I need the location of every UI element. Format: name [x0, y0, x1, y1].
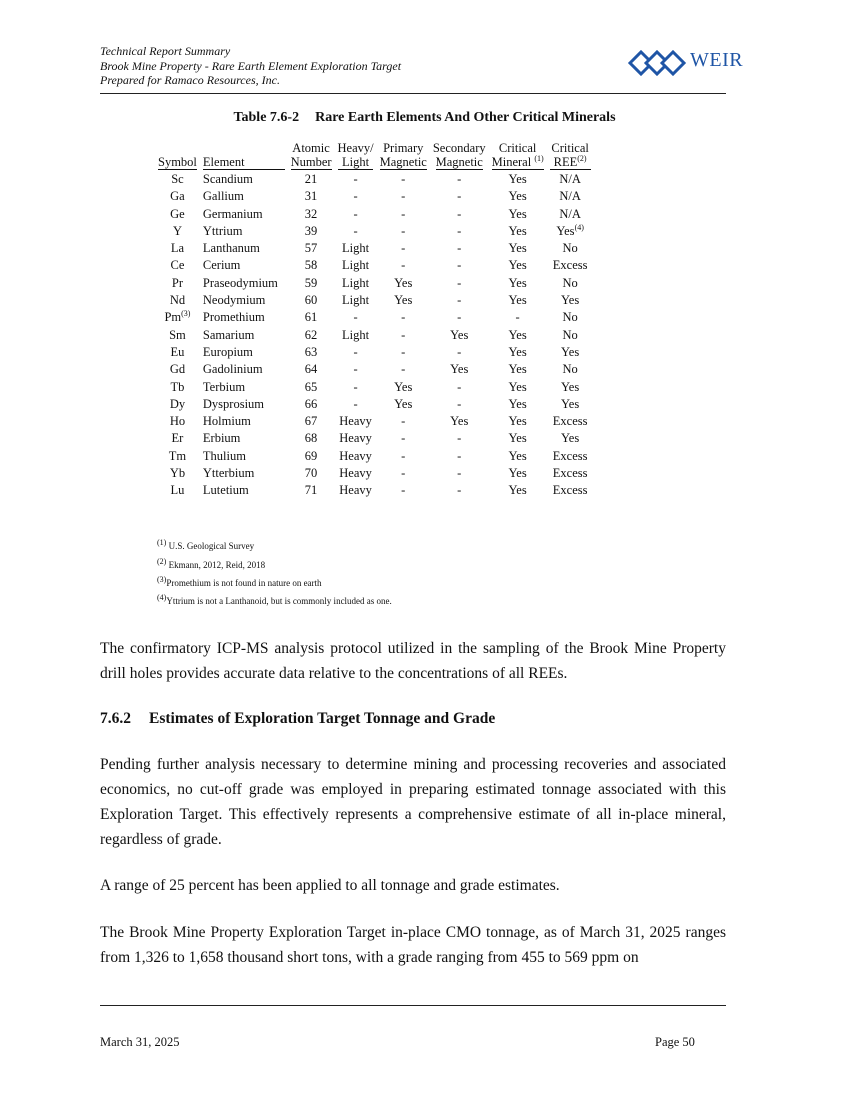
- cell-element: Lutetium: [202, 483, 249, 498]
- table-row: [155, 413, 594, 430]
- cell-atomic-number: 65: [304, 379, 318, 394]
- cell-heavy-light: Light: [342, 293, 370, 308]
- cell-primary-magnetic: -: [401, 414, 406, 429]
- cell-heavy-light: -: [353, 189, 358, 204]
- cell-atomic-number: 69: [304, 448, 318, 463]
- cell-critical-mineral: Yes: [508, 448, 527, 463]
- table-row: [155, 448, 594, 465]
- cell-secondary-magnetic: Yes: [450, 327, 469, 342]
- cell-atomic-number: 67: [304, 414, 318, 429]
- cell-critical-ree: Excess: [552, 466, 588, 481]
- table-row: [155, 430, 594, 447]
- cell-atomic-number: 61: [304, 310, 318, 325]
- cell-element: Promethium: [202, 310, 265, 325]
- cell-critical-mineral: Yes: [508, 396, 527, 411]
- cell-element: Yttrium: [202, 223, 243, 238]
- cell-primary-magnetic: -: [401, 172, 406, 186]
- cell-critical-ree: N/A: [559, 172, 581, 186]
- logo-text: WEIR: [690, 49, 744, 71]
- paragraph-icp-ms: The confirmatory ICP-MS analysis protocol utilized in the sampling of the Brook Mine Property drill holes provides accurate data relative to the concentrations of all REEs.: [100, 640, 726, 682]
- paragraph-tonnage: The Brook Mine Property Exploration Target in-place CMO tonnage, as of March 31, 2025 ranges from 1,326 to 1,658 thousand short tons, with a grade ranging from 455 to 569 ppm on: [100, 924, 726, 966]
- page-number: Page 50: [655, 1035, 695, 1049]
- cell-symbol: Tm: [168, 448, 187, 463]
- cell-critical-ree: Yes: [561, 293, 580, 308]
- cell-primary-magnetic: -: [401, 344, 406, 359]
- ree-table: [155, 141, 594, 500]
- cell-primary-magnetic: -: [401, 241, 406, 256]
- col-heavy-light: Heavy/ Light: [337, 141, 374, 169]
- cell-secondary-magnetic: -: [457, 275, 462, 290]
- cell-element: Europium: [202, 344, 253, 359]
- paragraph-cutoff: Pending further analysis necessary to determine mining and processing recoveries and associated economics, no cut-off grade was employed in preparing estimated tonnage associated with this Exploration Target. This effectively represents a comprehensive estimate of all in-place mineral, regardless of grade.: [100, 756, 726, 848]
- cell-symbol: Sc: [171, 172, 184, 186]
- cell-critical-mineral: Yes: [508, 431, 527, 446]
- cell-primary-magnetic: -: [401, 448, 406, 463]
- table-row: [155, 482, 594, 499]
- cell-critical-mineral: Yes: [508, 223, 527, 238]
- header-client: Prepared for Ramaco Resources, Inc.: [100, 73, 280, 87]
- cell-symbol: La: [170, 241, 185, 256]
- col-critical-mineral: Critical Mineral $^{(1)}$: [491, 141, 544, 169]
- cell-heavy-light: Heavy: [339, 483, 372, 498]
- cell-element: Lanthanum: [202, 241, 260, 256]
- cell-symbol: Ho: [169, 414, 186, 429]
- cell-symbol: Gd: [169, 362, 186, 377]
- cell-heavy-light: Heavy: [339, 414, 372, 429]
- cell-element: Dysprosium: [202, 396, 265, 411]
- cell-secondary-magnetic: Yes: [450, 362, 469, 377]
- col-primary-magnetic: Primary Magnetic: [379, 141, 427, 169]
- cell-primary-magnetic: -: [401, 327, 406, 342]
- cell-secondary-magnetic: -: [457, 241, 462, 256]
- cell-critical-mineral: Yes: [508, 258, 527, 273]
- cell-critical-ree: N/A: [559, 189, 581, 204]
- cell-critical-mineral: Yes: [508, 344, 527, 359]
- cell-atomic-number: 63: [304, 344, 318, 359]
- cell-element: Holmium: [202, 414, 251, 429]
- cell-atomic-number: 31: [304, 189, 318, 204]
- cell-critical-mineral: Yes: [508, 172, 527, 186]
- cell-atomic-number: 59: [304, 275, 318, 290]
- table-row: [155, 361, 594, 378]
- cell-element: Thulium: [202, 448, 246, 463]
- cell-secondary-magnetic: -: [457, 483, 462, 498]
- cell-heavy-light: Heavy: [339, 448, 372, 463]
- table-row: [155, 465, 594, 482]
- cell-symbol: Yb: [169, 466, 186, 481]
- weir-logo: [628, 48, 758, 78]
- cell-secondary-magnetic: -: [457, 189, 462, 204]
- cell-atomic-number: 62: [304, 327, 318, 342]
- footnote-3: $^{(3)}$Promethium is not found in nature on earth: [157, 575, 322, 588]
- cell-element: Cerium: [202, 258, 241, 273]
- table-row: [155, 396, 594, 413]
- cell-secondary-magnetic: -: [457, 466, 462, 481]
- cell-secondary-magnetic: -: [457, 379, 462, 394]
- cell-heavy-light: Heavy: [339, 431, 372, 446]
- table-row: [155, 223, 594, 240]
- table-title: Rare Earth Elements And Other Critical Minerals: [315, 110, 616, 125]
- table-row: [155, 240, 594, 257]
- cell-critical-mineral: Yes: [508, 206, 527, 221]
- cell-symbol: Y: [172, 223, 182, 238]
- cell-critical-mineral: Yes: [508, 379, 527, 394]
- cell-critical-ree: Excess: [552, 414, 588, 429]
- cell-critical-ree: Yes: [561, 431, 580, 446]
- table-row: [155, 257, 594, 274]
- cell-heavy-light: Light: [342, 241, 370, 256]
- cell-critical-ree: No: [562, 310, 578, 325]
- cell-critical-ree: No: [562, 327, 578, 342]
- table-row: [155, 309, 594, 326]
- col-element: Element: [200, 141, 288, 171]
- footer-date: March 31, 2025: [100, 1035, 180, 1049]
- cell-heavy-light: Heavy: [339, 466, 372, 481]
- cell-element: Germanium: [202, 206, 263, 221]
- cell-secondary-magnetic: -: [457, 293, 462, 308]
- table-row: [155, 327, 594, 344]
- cell-secondary-magnetic: -: [457, 344, 462, 359]
- table-row: [155, 206, 594, 223]
- cell-critical-mineral: Yes: [508, 483, 527, 498]
- cell-primary-magnetic: -: [401, 362, 406, 377]
- cell-atomic-number: 39: [304, 223, 318, 238]
- cell-secondary-magnetic: -: [457, 396, 462, 411]
- cell-element: Neodymium: [202, 293, 266, 308]
- footer-divider: [100, 1005, 726, 1006]
- cell-element: Praseodymium: [202, 275, 278, 290]
- cell-atomic-number: 57: [304, 241, 318, 256]
- cell-atomic-number: 64: [304, 362, 318, 377]
- cell-heavy-light: -: [353, 310, 358, 325]
- cell-critical-ree: No: [562, 241, 578, 256]
- cell-atomic-number: 58: [304, 258, 318, 273]
- cell-atomic-number: 68: [304, 431, 318, 446]
- cell-heavy-light: -: [353, 362, 358, 377]
- table-row: [155, 292, 594, 309]
- cell-secondary-magnetic: -: [457, 448, 462, 463]
- cell-symbol: Pr: [171, 275, 184, 290]
- cell-primary-magnetic: Yes: [394, 379, 413, 394]
- col-secondary-magnetic: Secondary Magnetic: [432, 141, 486, 169]
- cell-element: Scandium: [202, 172, 253, 186]
- section-heading: [100, 710, 495, 728]
- cell-atomic-number: 32: [304, 206, 318, 221]
- cell-primary-magnetic: -: [401, 223, 406, 238]
- cell-secondary-magnetic: -: [457, 258, 462, 273]
- cell-symbol: Eu: [170, 344, 185, 359]
- table-row: [155, 344, 594, 361]
- cell-heavy-light: -: [353, 344, 358, 359]
- cell-critical-mineral: Yes: [508, 241, 527, 256]
- cell-critical-ree: Excess: [552, 258, 588, 273]
- section-title: Estimates of Exploration Target Tonnage and Grade: [149, 710, 496, 727]
- cell-critical-mineral: Yes: [508, 275, 527, 290]
- cell-symbol: Dy: [169, 396, 186, 411]
- cell-secondary-magnetic: -: [457, 206, 462, 221]
- cell-critical-mineral: -: [515, 310, 520, 325]
- table-row: [155, 379, 594, 396]
- cell-symbol: Sm: [169, 327, 186, 342]
- cell-heavy-light: -: [353, 206, 358, 221]
- cell-primary-magnetic: Yes: [394, 293, 413, 308]
- cell-critical-mineral: Yes: [508, 293, 527, 308]
- cell-secondary-magnetic: -: [457, 172, 462, 186]
- table-number: Table 7.6-2: [233, 110, 300, 125]
- cell-primary-magnetic: -: [401, 466, 406, 481]
- cell-element: Ytterbium: [202, 466, 255, 481]
- cell-heavy-light: Light: [342, 275, 370, 290]
- cell-critical-ree: Yes$^{(4)}$: [556, 222, 584, 238]
- cell-primary-magnetic: -: [401, 189, 406, 204]
- footnote-4: $^{(4)}$Yttrium is not a Lanthanoid, but is commonly included as one.: [157, 593, 392, 606]
- cell-primary-magnetic: -: [401, 258, 406, 273]
- cell-heavy-light: -: [353, 379, 358, 394]
- cell-symbol: Ga: [170, 189, 185, 204]
- table-row: [155, 171, 594, 188]
- cell-symbol: Nd: [169, 293, 186, 308]
- cell-critical-mineral: Yes: [508, 362, 527, 377]
- table-row: [155, 275, 594, 292]
- cell-heavy-light: -: [353, 172, 358, 186]
- col-atomic-number: Atomic Number: [290, 141, 332, 169]
- table-header-row: [155, 141, 594, 171]
- cell-heavy-light: -: [353, 396, 358, 411]
- cell-critical-mineral: Yes: [508, 466, 527, 481]
- cell-atomic-number: 71: [304, 483, 318, 498]
- cell-element: Terbium: [202, 379, 246, 394]
- table-row: [155, 188, 594, 205]
- cell-secondary-magnetic: -: [457, 310, 462, 325]
- cell-primary-magnetic: Yes: [394, 396, 413, 411]
- cell-symbol: Ce: [170, 258, 185, 273]
- cell-critical-mineral: Yes: [508, 414, 527, 429]
- cell-primary-magnetic: -: [401, 206, 406, 221]
- header-divider: [100, 93, 726, 94]
- cell-symbol: Tb: [170, 379, 185, 394]
- cell-critical-ree: Yes: [561, 344, 580, 359]
- footnote-2: $^{(2)}$ Ekmann, 2012, Reid, 2018: [157, 557, 266, 570]
- cell-symbol: Lu: [170, 483, 185, 498]
- cell-heavy-light: Light: [342, 327, 370, 342]
- section-number: 7.6.2: [100, 710, 131, 727]
- cell-symbol: Ge: [170, 206, 185, 221]
- table-caption: [0, 110, 849, 126]
- cell-primary-magnetic: Yes: [394, 275, 413, 290]
- cell-critical-ree: No: [562, 275, 578, 290]
- header-title: Technical Report Summary: [100, 44, 231, 58]
- cell-heavy-light: Light: [342, 258, 370, 273]
- paragraph-range: A range of 25 percent has been applied to all tonnage and grade estimates.: [100, 877, 560, 894]
- cell-element: Gallium: [202, 189, 244, 204]
- col-symbol: Symbol: [158, 155, 197, 169]
- cell-critical-ree: Yes: [561, 396, 580, 411]
- cell-atomic-number: 60: [304, 293, 318, 308]
- cell-critical-mineral: Yes: [508, 189, 527, 204]
- cell-atomic-number: 70: [304, 466, 318, 481]
- cell-secondary-magnetic: -: [457, 223, 462, 238]
- cell-critical-mineral: Yes: [508, 327, 527, 342]
- cell-critical-ree: No: [562, 362, 578, 377]
- cell-secondary-magnetic: -: [457, 431, 462, 446]
- cell-element: Samarium: [202, 327, 255, 342]
- header-subtitle: Brook Mine Property - Rare Earth Element Exploration Target: [100, 58, 402, 73]
- cell-heavy-light: -: [353, 223, 358, 238]
- cell-primary-magnetic: -: [401, 431, 406, 446]
- cell-critical-ree: N/A: [559, 206, 581, 221]
- cell-symbol: Pm$^{(3)}$: [164, 309, 191, 325]
- cell-element: Gadolinium: [202, 362, 263, 377]
- cell-secondary-magnetic: Yes: [450, 414, 469, 429]
- cell-element: Erbium: [202, 431, 241, 446]
- cell-atomic-number: 66: [304, 396, 318, 411]
- cell-critical-ree: Excess: [552, 483, 588, 498]
- weir-chevrons-icon: [628, 50, 690, 76]
- cell-atomic-number: 21: [304, 172, 318, 186]
- footnote-1: $^{(1)}$ U.S. Geological Survey: [157, 538, 255, 551]
- col-critical-ree: Critical REE$^{(2)}$: [551, 141, 589, 169]
- cell-symbol: Er: [171, 431, 184, 446]
- cell-critical-ree: Yes: [561, 379, 580, 394]
- cell-critical-ree: Excess: [552, 448, 588, 463]
- cell-primary-magnetic: -: [401, 310, 406, 325]
- cell-primary-magnetic: -: [401, 483, 406, 498]
